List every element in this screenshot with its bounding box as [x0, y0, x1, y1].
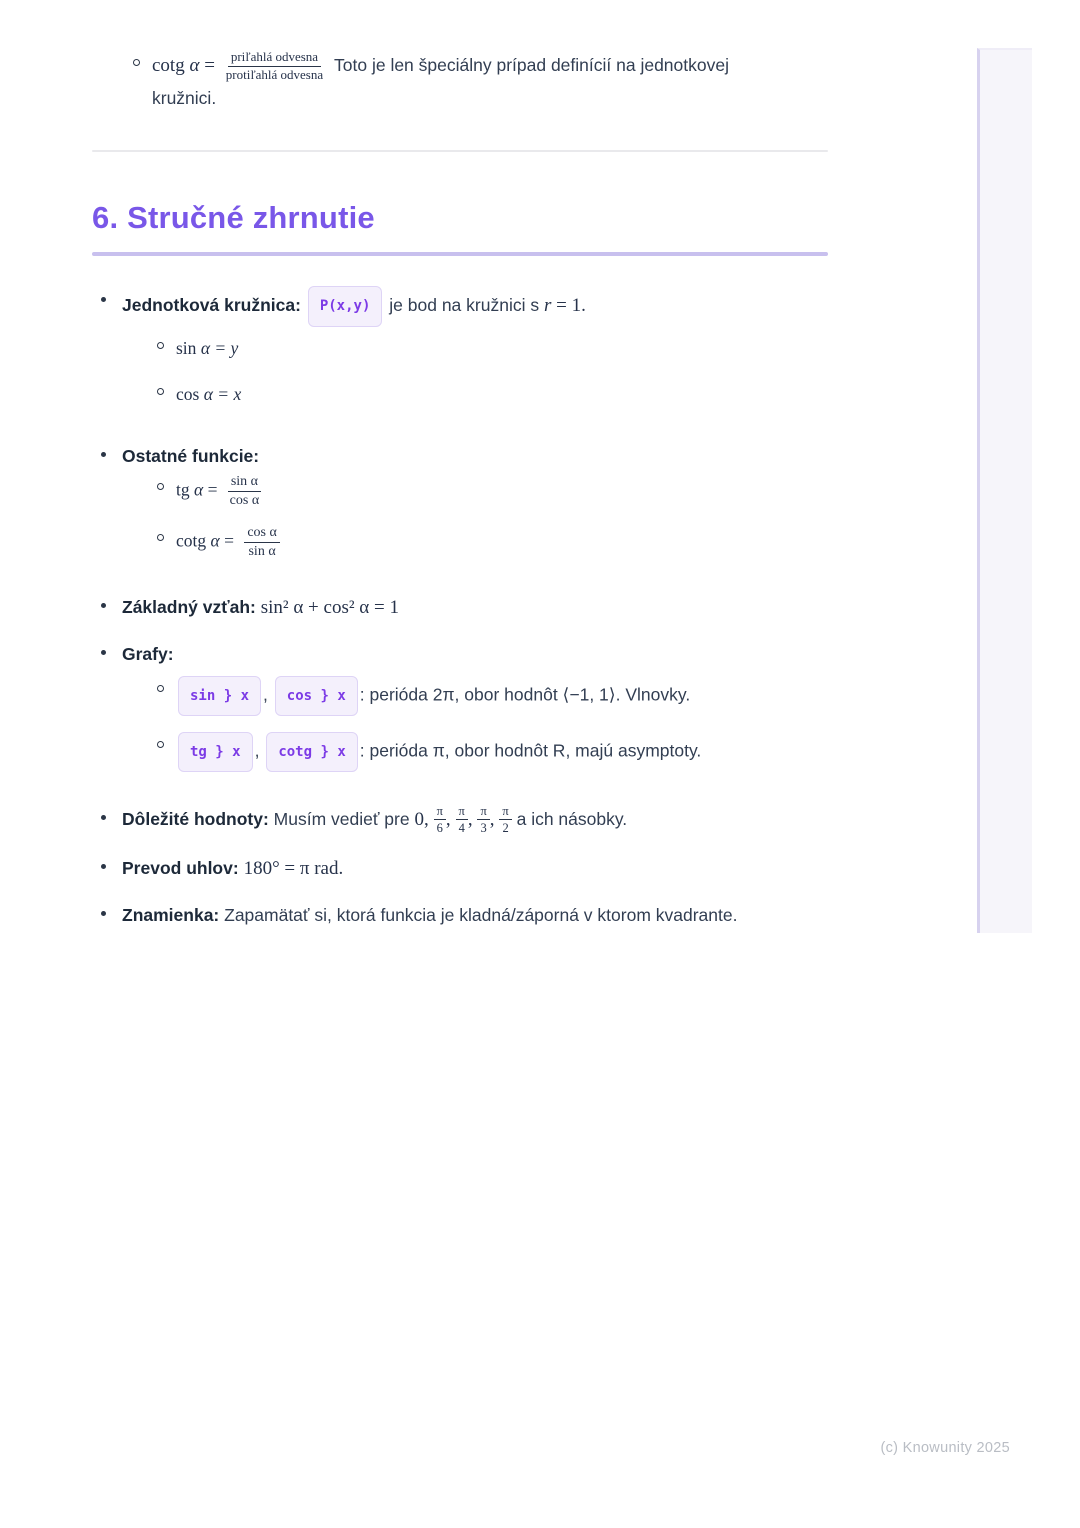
code-chip-sin: sin } x	[178, 676, 261, 716]
intro-note: Toto je len špeciálny prípad definícií na jednotkovej kružnici.	[152, 55, 729, 108]
pi-over-4: $\frac{\pi}{4}$	[456, 804, 468, 836]
pi-over-3: $\frac{\pi}{3}$	[477, 804, 489, 836]
code-chip-tg: tg } x	[178, 732, 253, 772]
graphs-text: : perióda 2π, obor hodnôt ⟨−1, 1⟩. Vlnovky.	[359, 684, 691, 705]
list-item-unit-circle	[92, 286, 828, 425]
item-label: Ostatné funkcie:	[122, 445, 260, 466]
circle-bullet-icon	[157, 483, 164, 490]
pi-over-6: $\frac{\pi}{6}$	[434, 804, 446, 836]
list-item-identity	[92, 592, 828, 623]
list-item-cos	[154, 379, 586, 409]
graphs-text: : perióda π, obor hodnôt R, majú asymptoty.	[359, 740, 702, 761]
document-content	[92, 0, 828, 947]
circle-bullet-icon	[157, 534, 164, 541]
section-title: 6. Stručné zhrnutie	[92, 199, 375, 235]
intro-text-block	[152, 50, 752, 114]
disc-bullet-icon	[101, 603, 106, 608]
cotg-fraction: $\frac{\text{priľahlá odvesna}}{\text{protiľahlá odvesna}}$	[225, 49, 324, 82]
cotg-formula: cotg α =	[152, 55, 215, 77]
tg-formula: tg α = $\frac{\text{sin α}}{\text{cos α}}$	[176, 473, 260, 508]
pi-over-2: $\frac{\pi}{2}$	[499, 804, 511, 836]
signs-text: Zapamätať si, ktorá funkcia je kladná/záporná v ktorom kvadrante.	[224, 904, 738, 925]
list-item-signs	[92, 900, 828, 931]
disc-bullet-icon	[101, 297, 106, 302]
code-chip-cotg: cotg } x	[266, 732, 357, 772]
item-label: Grafy:	[122, 644, 174, 665]
item-label: Základný vzťah:	[122, 597, 256, 618]
circle-bullet-icon	[157, 342, 164, 349]
cos-formula: cos α = x	[176, 383, 242, 404]
list-item-other-functions	[92, 441, 828, 576]
chip-separator: ,	[263, 684, 268, 705]
code-chip-pxy: P(x,y)	[308, 286, 383, 327]
list-item-tg	[154, 474, 280, 509]
item-label: Jednotková kružnica:	[122, 295, 301, 315]
disc-bullet-icon	[101, 452, 106, 457]
disc-bullet-icon	[101, 864, 106, 869]
disc-bullet-icon	[101, 815, 106, 820]
zero-value: 0,	[414, 809, 429, 831]
heading-underline	[92, 252, 828, 256]
next-page-edge	[977, 48, 1032, 933]
item-text: je bod na kružnici s	[389, 295, 540, 315]
intro-bullet	[130, 0, 828, 114]
conversion-formula: 180° = π rad.	[243, 857, 344, 879]
item-math: r = 1.	[543, 295, 586, 316]
list-item-sin-cos-graphs	[154, 676, 701, 716]
list-item-tg-cotg-graphs	[154, 732, 701, 772]
sin-formula: sin α = y	[176, 337, 239, 358]
chip-separator: ,	[254, 740, 260, 761]
list-item-graphs	[92, 639, 828, 788]
list-item-cotg	[154, 525, 280, 560]
list-item-sin	[154, 333, 586, 363]
section-divider	[92, 150, 828, 152]
disc-bullet-icon	[101, 911, 106, 916]
values-lead: Musím vedieť pre	[273, 809, 410, 830]
code-chip-cos: cos } x	[275, 676, 358, 716]
item-label: Prevod uhlov:	[122, 857, 239, 878]
circle-bullet-icon	[133, 59, 140, 66]
summary-list	[92, 286, 828, 931]
circle-bullet-icon	[157, 388, 164, 395]
disc-bullet-icon	[101, 650, 106, 655]
tg-fraction: $\frac{\text{sin α}}{\text{cos α}}$	[229, 473, 260, 508]
circle-bullet-icon	[157, 685, 164, 692]
cotg-fraction: $\frac{\text{cos α}}{\text{sin α}}$	[244, 525, 280, 560]
copyright-text: (c) Knowunity 2025	[880, 1440, 1010, 1456]
item-label: Dôležité hodnoty:	[122, 809, 269, 830]
item-label: Znamienka:	[122, 904, 220, 925]
cotg-formula: cotg α = $\frac{\text{cos α}}{\text{sin α}}$	[176, 525, 280, 560]
list-item-important-values: Dôležité hodnoty: Musím vedieť pre 0, $\frac{\pi}{6}$ , $\frac{\pi}{4}$ , $\frac{\pi}{3}$ , $\frac{\pi}{2}$ a ich násobky.	[92, 804, 828, 836]
circle-bullet-icon	[157, 741, 164, 748]
list-item-angle-conversion	[92, 853, 828, 884]
values-tail: a ich násobky.	[516, 809, 628, 830]
identity-formula: sin² α + cos² α = 1	[260, 597, 399, 619]
